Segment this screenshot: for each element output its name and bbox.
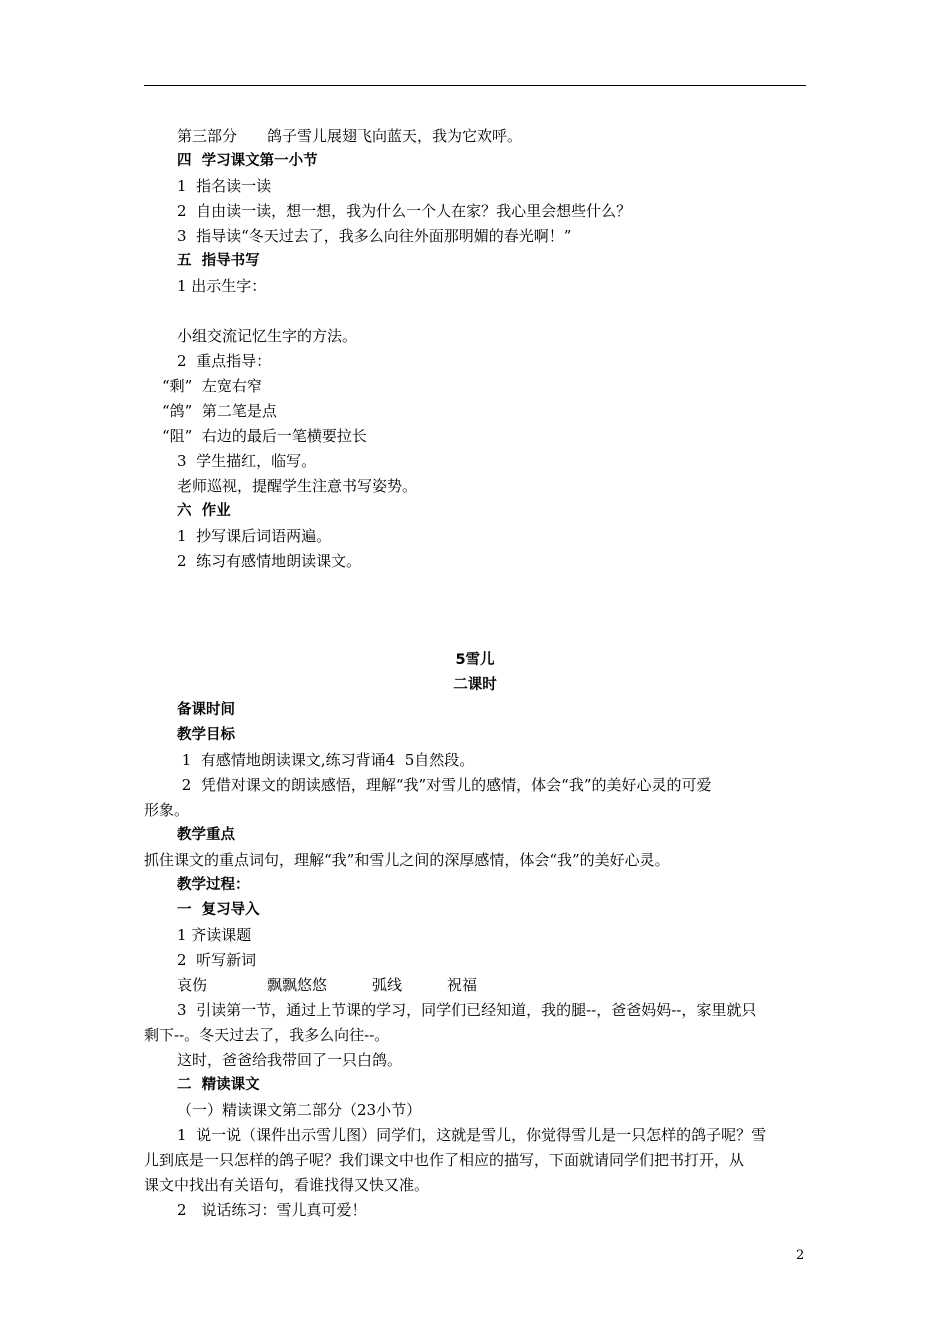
- section-heading: 六 作业: [177, 503, 231, 519]
- text-line: 2 练习有感情地朗读课文。: [177, 552, 362, 570]
- text-line: 2 凭借对课文的朗读感悟，理解“我”对雪儿的感情，体会“我”的美好心灵的可爱: [177, 776, 712, 794]
- text-line: 2 说话练习：雪儿真可爱！: [177, 1201, 367, 1219]
- text-line: 哀伤 飘飘悠悠 弧线 祝福: [177, 976, 478, 994]
- text-line: “阻” 右边的最后一笔横要拉长: [162, 427, 367, 445]
- text-line: 课文中找出有关语句，看谁找得又快又准。: [144, 1176, 430, 1194]
- text-line: 2 重点指导：: [177, 352, 272, 370]
- text-line: “剩” 左宽右窄: [162, 377, 262, 395]
- text-line: 3 学生描红，临写。: [177, 452, 317, 470]
- lesson-title: 5雪儿: [455, 652, 495, 668]
- text-line: 2 听写新词: [177, 951, 257, 969]
- text-line: 抓住课文的重点词句，理解“我”和雪儿之间的深厚感情，体会“我”的美好心灵。: [144, 851, 670, 869]
- text-line: 1 抄写课后词语两遍。: [177, 527, 332, 545]
- section-heading: 教学重点: [177, 827, 235, 843]
- section-heading: 教学目标: [177, 727, 235, 743]
- text-line: 儿到底是一只怎样的鸽子呢？我们课文中也作了相应的描写，下面就请同学们把书打开，从: [144, 1151, 745, 1169]
- page-number: 2: [796, 1248, 805, 1263]
- text-line: “鸽” 第二笔是点: [162, 402, 277, 420]
- lesson-subtitle: 二课时: [453, 677, 497, 693]
- text-line: 小组交流记忆生字的方法。: [177, 327, 358, 345]
- text-line: 1 说一说（课件出示雪儿图）同学们，这就是雪儿，你觉得雪儿是一只怎样的鸽子呢？雪: [177, 1126, 767, 1144]
- text-line: 1 齐读课题: [177, 926, 252, 944]
- text-line: 这时，爸爸给我带回了一只白鸽。: [177, 1051, 403, 1069]
- text-line: 1 指名读一读: [177, 177, 272, 195]
- text-line: 1 出示生字：: [177, 277, 267, 295]
- text-line: 第三部分 鸽子雪儿展翅飞向蓝天，我为它欢呼。: [177, 127, 523, 145]
- text-line: 3 指导读“冬天过去了，我多么向往外面那明媚的春光啊！”: [177, 227, 572, 245]
- section-heading: 一 复习导入: [177, 902, 260, 918]
- text-line: 剩下--。冬天过去了，我多么向往--。: [144, 1026, 390, 1044]
- text-line: 形象。: [144, 801, 190, 819]
- text-line: 3 引读第一节，通过上节课的学习，同学们已经知道，我的腿--，爸爸妈妈--，家里就只: [177, 1001, 757, 1019]
- section-heading: 教学过程：: [177, 877, 250, 893]
- section-heading: 二 精读课文: [177, 1077, 260, 1093]
- text-line: 1 有感情地朗读课文,练习背诵4 5自然段。: [177, 751, 475, 769]
- text-line: 2 自由读一读，想一想，我为什么一个人在家？我心里会想些什么？: [177, 202, 632, 220]
- section-heading: 备课时间: [177, 702, 235, 718]
- text-line: （一）精读课文第二部分（23小节）: [177, 1101, 422, 1119]
- section-heading: 四 学习课文第一小节: [177, 153, 318, 169]
- section-heading: 五 指导书写: [177, 253, 260, 269]
- text-line: 老师巡视，提醒学生注意书写姿势。: [177, 477, 418, 495]
- header-rule: [144, 85, 806, 86]
